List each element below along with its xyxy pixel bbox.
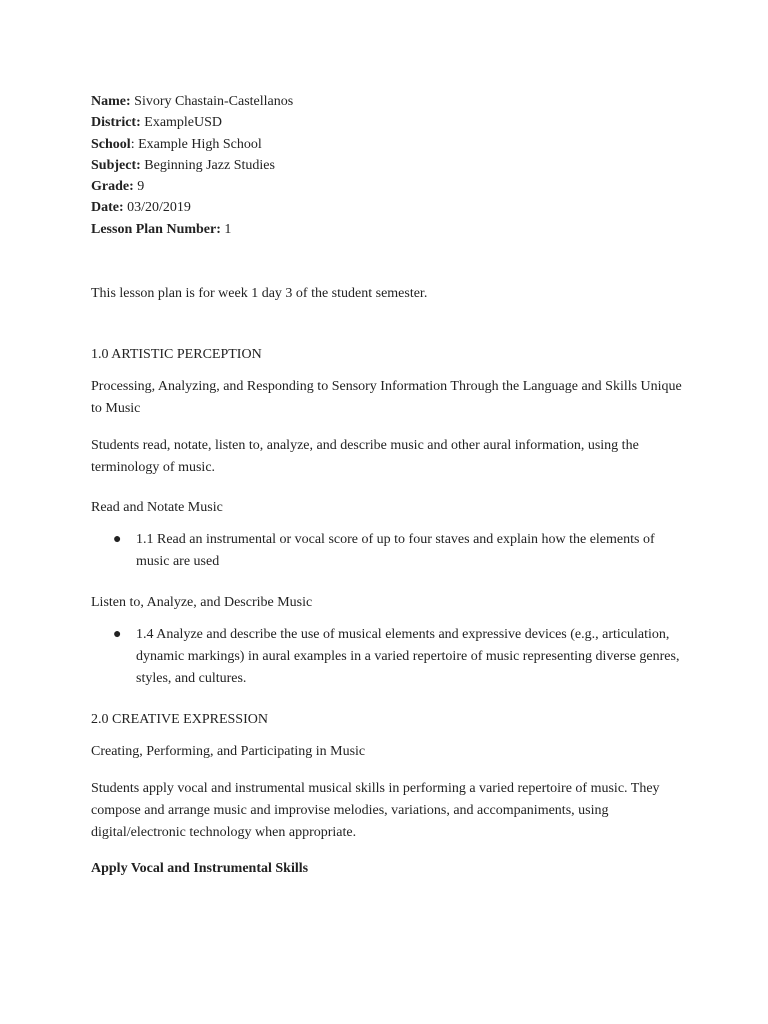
section2-title: 2.0 CREATIVE EXPRESSION <box>91 712 268 728</box>
date-line <box>91 197 691 218</box>
school-line <box>91 134 691 155</box>
section2-description: Students apply vocal and instrumental musical skills in performing a varied repertoire of music. They compose and arrange music and improvise melodies, variations, and accompaniments, using digital/electronic technology when appropriate. <box>91 781 660 841</box>
lesson-plan-number-label: Lesson Plan Number: <box>91 221 221 237</box>
section2-sub1-title: Apply Vocal and Instrumental Skills <box>91 861 309 877</box>
section2-subtitle: Creating, Performing, and Participating in Music <box>91 744 366 760</box>
section1-sub1-list <box>91 529 691 573</box>
bullet-icon: ● <box>113 532 122 548</box>
subject-line <box>91 155 691 176</box>
section1-sub2-list <box>91 624 691 690</box>
section1-sub2-title: Listen to, Analyze, and Describe Music <box>91 595 313 611</box>
section1-sub1-title: Read and Notate Music <box>91 500 223 516</box>
document-page <box>91 91 691 880</box>
district-label: District: <box>91 115 141 131</box>
district-value: ExampleUSD <box>140 115 223 131</box>
list-item <box>91 529 691 573</box>
section1-sub1-bullet-text: 1.1 Read an instrumental or vocal score of up to four staves and explain how the elements of music are used <box>136 532 655 570</box>
school-label: School <box>91 136 131 152</box>
grade-label: Grade: <box>91 179 134 195</box>
section1-description: Students read, notate, listen to, analyze, and describe music and other aural information, using the terminology of music. <box>91 438 639 476</box>
intro-paragraph: This lesson plan is for week 1 day 3 of the student semester. <box>91 286 428 302</box>
name-label: Name: <box>91 94 131 109</box>
school-value: : Example High School <box>130 136 262 152</box>
district-line <box>91 112 691 133</box>
name-line <box>91 91 691 112</box>
subject-label: Subject: <box>91 157 141 173</box>
section1-title: 1.0 ARTISTIC PERCEPTION <box>91 347 262 363</box>
section1-subtitle: Processing, Analyzing, and Responding to Sensory Information Through the Language and Skills Unique to Music <box>91 379 682 417</box>
header-block <box>91 91 691 240</box>
section1-sub2-bullet-text: 1.4 Analyze and describe the use of musical elements and expressive devices (e.g., articulation, dynamic markings) in aural examples in a varied repertoire of music representing diverse genres, styles, and cultures. <box>136 627 680 687</box>
lesson-plan-number-line <box>91 219 691 240</box>
grade-line <box>91 176 691 197</box>
date-value: 03/20/2019 <box>123 200 191 216</box>
name-value: Sivory Chastain-Castellanos <box>130 94 294 109</box>
list-item <box>91 624 691 690</box>
bullet-icon: ● <box>113 627 122 643</box>
lesson-plan-number-value: 1 <box>220 221 232 237</box>
date-label: Date: <box>91 200 124 216</box>
subject-value: Beginning Jazz Studies <box>140 157 275 173</box>
grade-value: 9 <box>133 179 145 195</box>
